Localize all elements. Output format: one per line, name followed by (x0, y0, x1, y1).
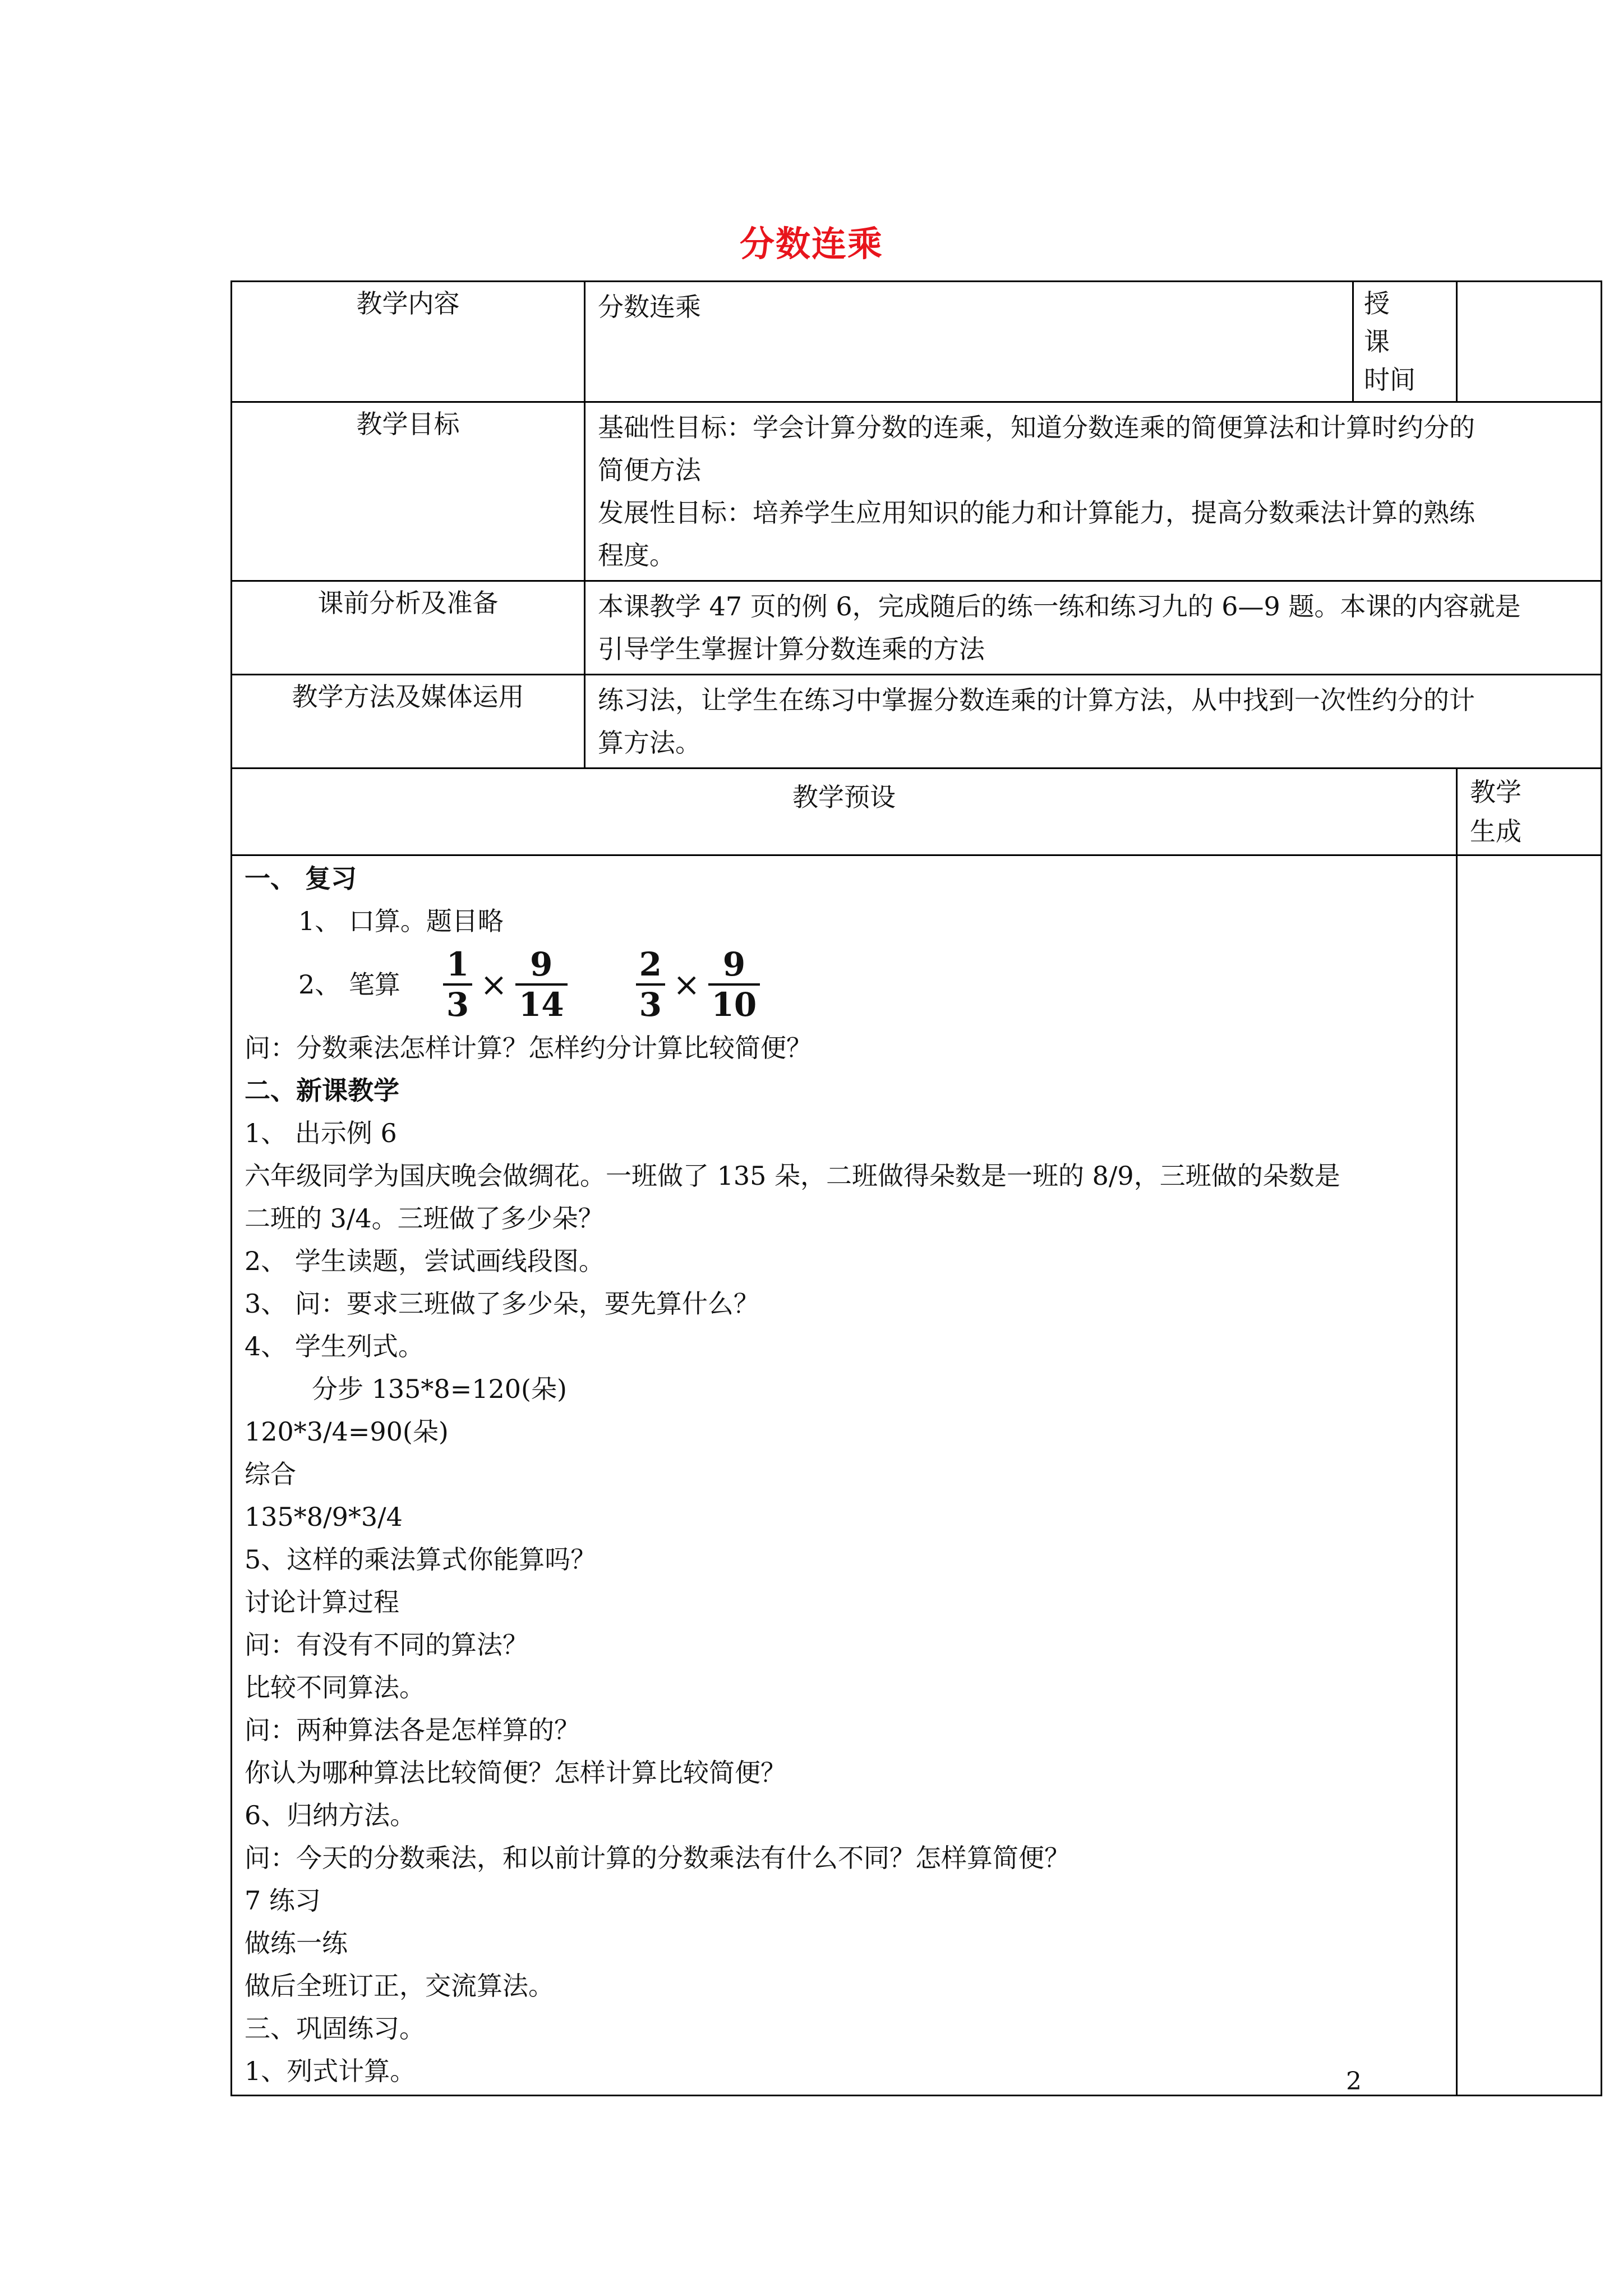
lesson-line: 三、巩固练习。 (245, 2013, 425, 2044)
method-line: 练习法，让学生在练习中掌握分数连乘的计算方法，从中找到一次性约分的计 (598, 685, 1475, 715)
lesson-line: 1、 口算。题目略 (298, 906, 504, 936)
goal-text (585, 402, 1602, 581)
lesson-line: 问：今天的分数乘法，和以前计算的分数乘法有什么不同？怎样算简便？ (245, 1843, 1070, 1873)
lesson-line: 问：分数乘法怎样计算？怎样约分计算比较简便？ (245, 1033, 812, 1063)
lesson-line: 1、列式计算。 (245, 2056, 416, 2086)
lesson-line: 1、 出示例 6 (245, 1118, 397, 1148)
row-lesson-body (232, 855, 1602, 2096)
lesson-line: 问：两种算法各是怎样算的？ (245, 1715, 580, 1745)
content-value: 分数连乘 (585, 282, 1353, 402)
fraction: $\frac{2}{3}$ (636, 946, 665, 1023)
lesson-line: 综合 (245, 1459, 296, 1489)
lesson-line: 六年级同学为国庆晚会做绸花。一班做了 135 朵，二班做得朵数是一班的 8/9，三班做的朵数是 (245, 1161, 1340, 1191)
time-label (1353, 282, 1457, 402)
page-number: 2 (1346, 2067, 1362, 2096)
row-prep (232, 581, 1602, 675)
lesson-line: 做练一练 (245, 1928, 348, 1958)
lesson-plan-table (230, 280, 1602, 2096)
times-sign: × (672, 965, 700, 1004)
prep-text (585, 581, 1602, 675)
times-sign: × (480, 965, 508, 1004)
written-calculation-label: 2、 笔算 (298, 969, 400, 1000)
preset-heading: 教学预设 (232, 769, 1457, 855)
lesson-line: 120*3/4=90(朵) (245, 1416, 449, 1447)
fraction: $\frac{9}{10}$ (708, 946, 760, 1023)
lesson-line: 比较不同算法。 (245, 1672, 425, 1703)
lesson-line: 分步 135*8=120(朵) (312, 1374, 567, 1404)
lesson-line: 做后全班订正，交流算法。 (245, 1971, 554, 2001)
lesson-line: 4、 学生列式。 (245, 1331, 424, 1361)
goal-line: 程度。 (598, 540, 675, 570)
fraction: $\frac{1}{3}$ (443, 946, 472, 1023)
method-text (585, 675, 1602, 769)
lesson-line: 6、归纳方法。 (245, 1800, 416, 1830)
lesson-line: 7 练习 (245, 1885, 321, 1916)
lesson-line: 3、 问：要求三班做了多少朵，要先算什么？ (245, 1289, 759, 1319)
lesson-line: 你认为哪种算法比较简便？怎样计算比较简便？ (245, 1757, 786, 1788)
generation-column (1457, 855, 1602, 2096)
lesson-body (232, 855, 1457, 2096)
written-calculation-row (245, 942, 1444, 1027)
lesson-line: 问：有没有不同的算法？ (245, 1630, 528, 1660)
section-new-lesson-heading: 二、新课教学 (245, 1075, 399, 1106)
lesson-line: 二班的 3/4。三班做了多少朵？ (245, 1203, 604, 1234)
row-goal (232, 402, 1602, 581)
time-label-line-2: 时间 (1364, 365, 1415, 395)
goal-line: 简便方法 (598, 455, 701, 485)
document-title: 分数连乘 (739, 223, 883, 264)
generation-heading (1457, 769, 1602, 855)
prep-line: 引导学生掌握计算分数连乘的方法 (598, 634, 985, 664)
lesson-line: 5、这样的乘法算式你能算吗？ (245, 1544, 597, 1575)
row-preset-header (232, 769, 1602, 855)
goal-label: 教学目标 (232, 402, 585, 581)
time-label-line-1: 授 课 (1364, 288, 1400, 357)
method-line: 算方法。 (598, 728, 701, 758)
row-method (232, 675, 1602, 769)
section-review-heading: 一、 复习 (245, 863, 357, 894)
fraction: $\frac{9}{14}$ (515, 946, 568, 1023)
lesson-line: 讨论计算过程 (245, 1587, 399, 1617)
method-label: 教学方法及媒体运用 (232, 675, 585, 769)
goal-line: 基础性目标：学会计算分数的连乘，知道分数连乘的简便算法和计算时约分的 (598, 412, 1475, 443)
goal-line: 发展性目标：培养学生应用知识的能力和计算能力，提高分数乘法计算的熟练 (598, 498, 1475, 528)
generation-heading-line-1: 教学 (1470, 777, 1521, 807)
prep-label: 课前分析及准备 (232, 581, 585, 675)
content-label: 教学内容 (232, 282, 585, 402)
time-value (1457, 282, 1602, 402)
lesson-line: 135*8/9*3/4 (245, 1502, 403, 1532)
generation-heading-line-2: 生成 (1470, 816, 1521, 846)
lesson-line: 2、 学生读题，尝试画线段图。 (245, 1246, 605, 1276)
prep-line: 本课教学 47 页的例 6，完成随后的练一练和练习九的 6—9 题。本课的内容就是 (598, 591, 1521, 622)
row-content (232, 282, 1602, 402)
